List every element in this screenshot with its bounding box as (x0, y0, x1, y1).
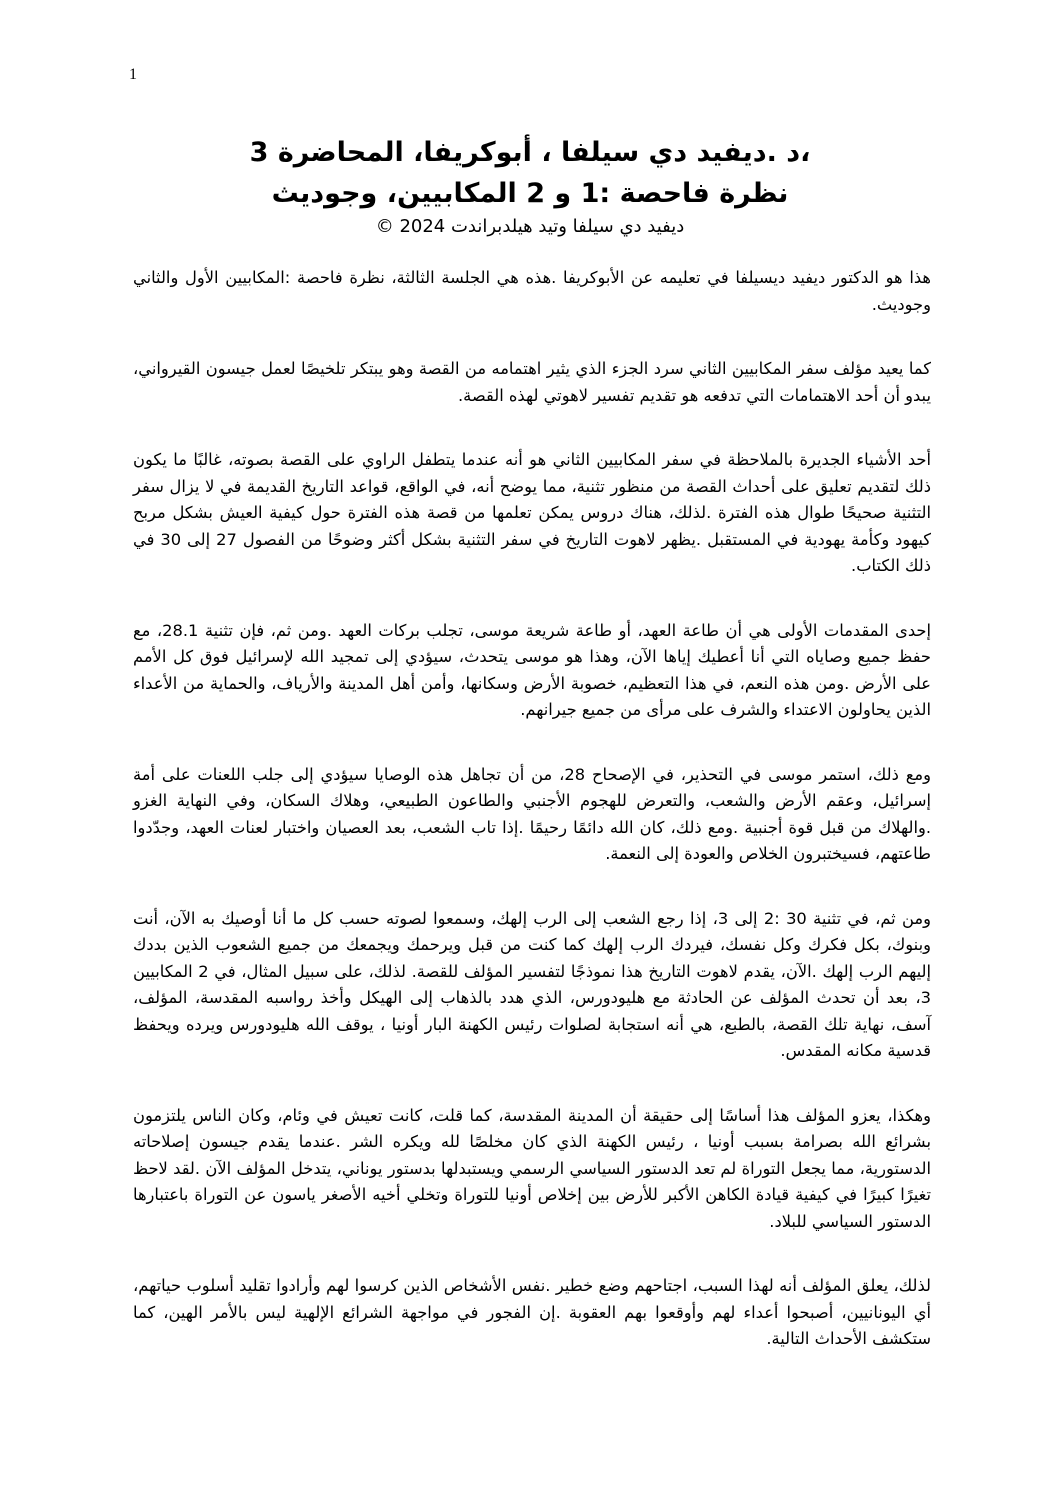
paragraph: أحد الأشياء الجديرة بالملاحظة في سفر المكابيين الثاني هو أنه عندما يتطفل الراوي على القصة بصوته، غالبًا ما يكون ذلك لتقديم تعليق على أحداث القصة من منظور تثنية، مما يوضح أنه، في الواقع، قواعد التاريخ القديمة في لا يزال سفر التثنية صحيحًا طوال هذه الفترة .لذلك، هناك دروس يمكن تعلمها من قصة هذه الفترة حول كيفية العيش بشكل مربح كيهود وكأمة يهودية في المستقبل .يظهر لاهوت التاريخ في سفر التثنية بشكل أكثر وضوحًا من الفصول 27 إلى 30 في ذلك الكتاب. (133, 450, 932, 575)
paragraph: إحدى المقدمات الأولى هي أن طاعة العهد، أو طاعة شريعة موسى، تجلب بركات العهد .ومن ثم، فإن تثنية 28.1، مع حفظ جميع وصاياه التي أنا أعطيك إياها الآن، وهذا هو موسى يتحدث، سيؤدي إلى تمجيد الله لإسرائيل فوق كل الأمم على الأرض .ومن هذه النعم، في هذا التعظيم، خصوبة الأرض وسكانها، وأمن أهل المدينة والأرياف، والحماية من الأعداء الذين يحاولون الاعتداء والشرف على مرأى من جميع جيرانهم. (133, 620, 931, 719)
title-line-1: ،د .ديفيد دي سيلفا ، أبوكريفا، المحاضرة 3 (249, 137, 811, 168)
document-body (133, 265, 931, 1391)
title-line-2: نظرة فاحصة :1 و 2 المكابيين، وجوديث (271, 178, 789, 209)
paragraph: ومع ذلك، استمر موسى في التحذير، في الإصحاح 28، من أن تجاهل هذه الوصايا سيؤدي إلى جلب اللعنات على أمة إسرائيل، وعقم الأرض والشعب، والتعرض للهجوم الأجنبي والطاعون الطبيعي، وهلاك السكان، وفي النهاية الغزو .والهلاك من قبل قوة أجنبية .ومع ذلك، كان الله دائمًا رحيمًا .إذا تاب الشعب، بعد العصيان واختبار لعنات العهد، وجدّدوا طاعتهم، فسيختبرون الخلاص والعودة إلى النعمة. (133, 764, 931, 863)
page-number: 1 (129, 66, 137, 83)
document-header (150, 132, 910, 240)
copyright-line: ديفيد دي سيلفا وتيد هيلدبراندت 2024 © (375, 216, 685, 237)
paragraph: لذلك، يعلق المؤلف أنه لهذا السبب، اجتاحهم وضع خطير .نفس الأشخاص الذين كرسوا لهم وأرادوا تقليد أسلوب حياتهم، أي اليونانيين، أصبحوا أعداء لهم وأوقعوا بهم العقوبة .إن الفجور في مواجهة الشرائع الإلهية ليس بالأمر الهين، كما ستكشف الأحداث التالية. (133, 1276, 931, 1348)
paragraph: وهكذا، يعزو المؤلف هذا أساسًا إلى حقيقة أن المدينة المقدسة، كما قلت، كانت تعيش في وئام، وكان الناس يلتزمون بشرائع الله بصرامة بسبب أونيا ، رئيس الكهنة الذي كان مخلصًا لله ويكره الشر .عندما يقدم جيسون إصلاحاته الدستورية، مما يجعل التوراة لم تعد الدستور السياسي الرسمي ويستبدلها بدستور يوناني، يتدخل المؤلف الآن .لقد لاحظ تغيرًا كبيرًا في كيفية قيادة الكاهن الأكبر للأرض بين إخلاص أونيا للتوراة وتخلي أخيه الأصغر ياسون عن التوراة باعتبارها الدستور السياسي للبلاد. (133, 1105, 931, 1231)
paragraph: هذا هو الدكتور ديفيد ديسيلفا في تعليمه عن الأبوكريفا .هذه هي الجلسة الثالثة، نظرة فاحصة :المكابيين الأول والثاني وجوديث. (133, 268, 931, 314)
document-title (150, 132, 910, 214)
paragraph: كما يعيد مؤلف سفر المكابيين الثاني سرد الجزء الذي يثير اهتمامه من القصة وهو يبتكر تلخيصًا لعمل جيسون القيرواني، يبدو أن أحد الاهتمامات التي تدفعه هو تقديم تفسير لاهوتي لهذه القصة. (133, 359, 931, 405)
paragraph: ومن ثم، في تثنية 30 :2 إلى 3، إذا رجع الشعب إلى الرب إلهك، وسمعوا لصوته حسب كل ما أنا أوصيك به الآن، أنت وبنوك، بكل فكرك وكل نفسك، فيردك الرب إلهك كما كنت من قبل ويرحمك ويجمعك من جميع الشعوب الذين بددك إليهم الرب إلهك .الآن، يقدم لاهوت التاريخ هذا نموذجًا لتفسير المؤلف للقصة. لذلك، على سبيل المثال، في 2 المكابيين 3، بعد أن تحدث المؤلف عن الحادثة مع هليودورس، الذي هدد بالذهاب إلى الهيكل وأخذ رواسبه المقدسة، المؤلف، آسف، نهاية تلك القصة، بالطبع، هي أنه استجابة لصلوات رئيس الكهنة البار أونيا ، يوقف الله هليودورس ويرده ويحفظ قدسية مكانه المقدس. (133, 908, 931, 1060)
